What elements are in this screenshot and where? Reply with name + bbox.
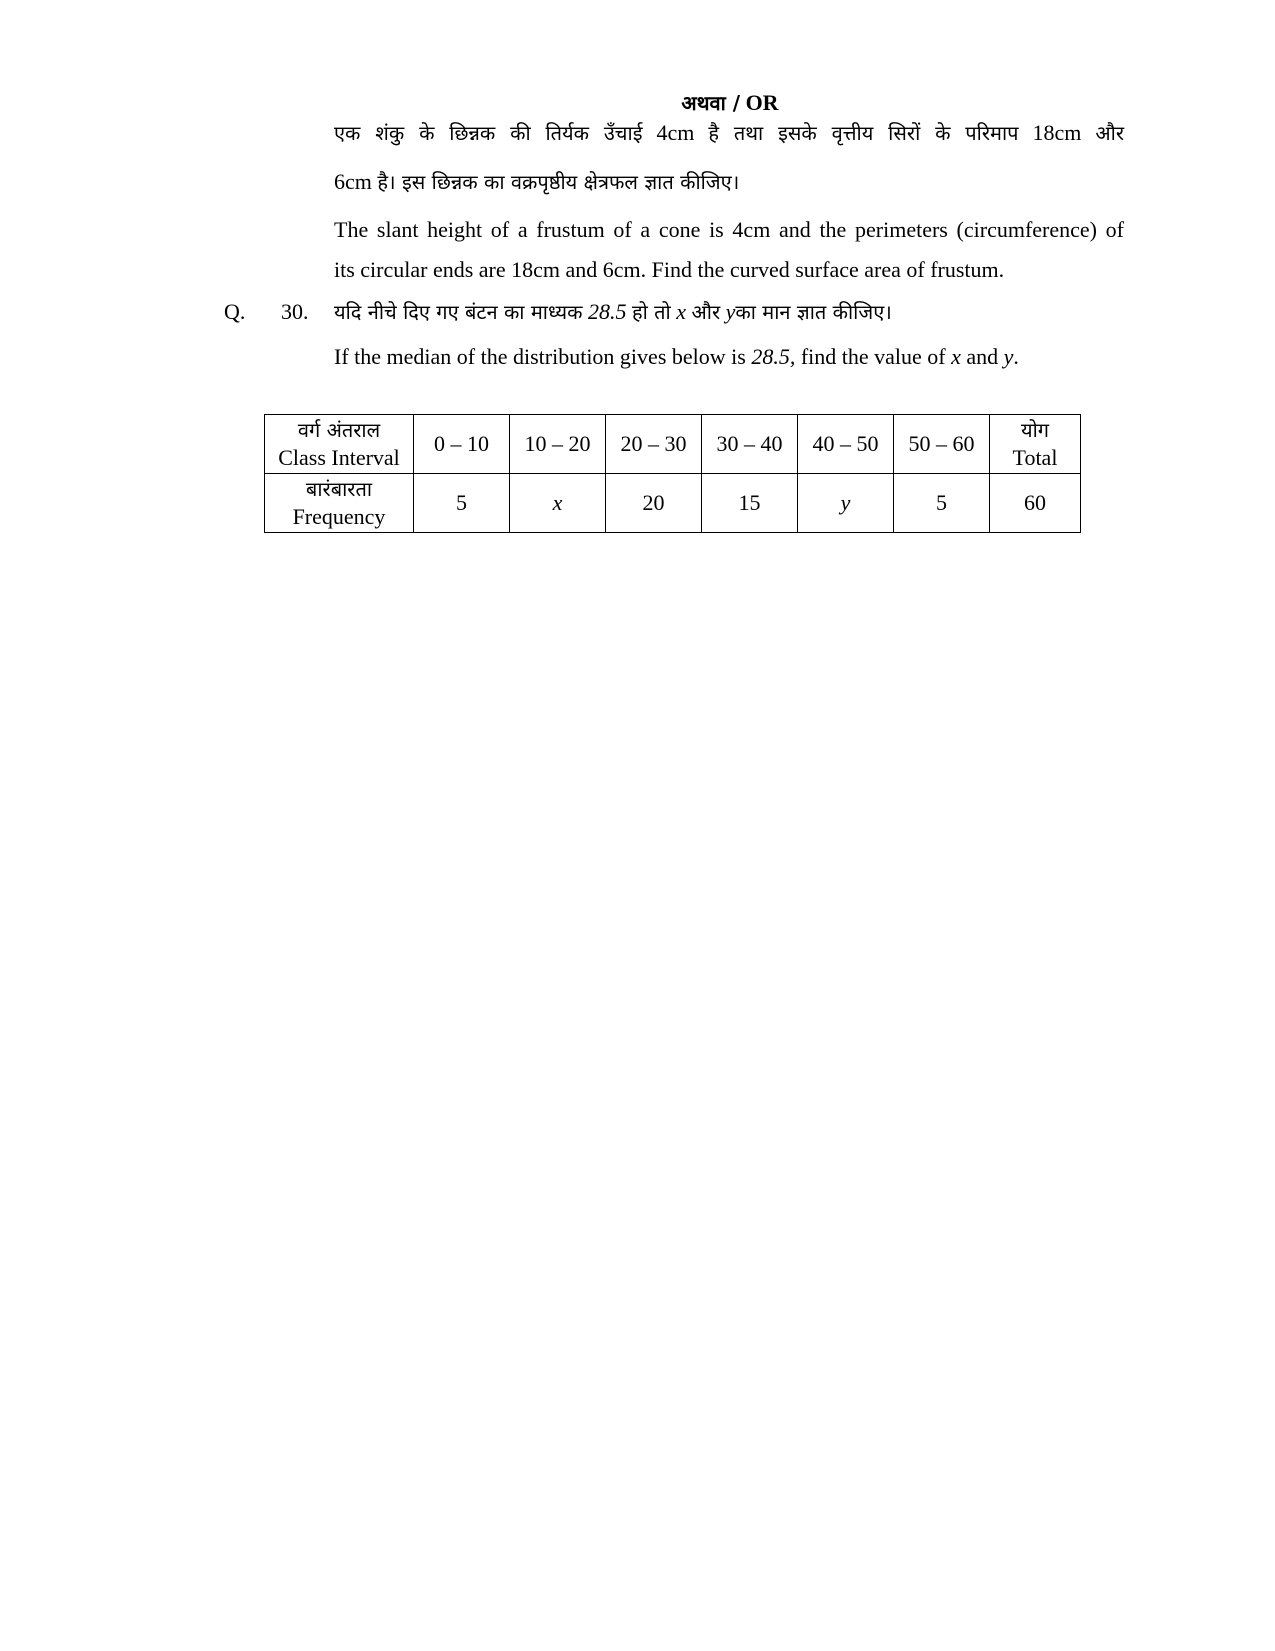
hindi-text: यदि नीचे दिए गए बंटन का माध्यक	[334, 300, 583, 324]
english-text: If the median of the distribution gives below is	[334, 344, 746, 369]
english-text: .	[1013, 344, 1019, 369]
english-text: find the value of	[800, 344, 946, 369]
or-heading-english: OR	[745, 90, 779, 115]
table-row-class-interval	[265, 415, 1081, 474]
table-cell	[510, 474, 606, 533]
table-cell: 15	[702, 474, 798, 533]
total-value-cell: 60	[990, 474, 1081, 533]
total-header-hindi: योग	[1020, 418, 1050, 442]
question-30-english	[334, 343, 1019, 371]
row-header-frequency	[265, 474, 414, 533]
table-cell: 20	[606, 474, 702, 533]
hindi-text: हो तो	[631, 300, 671, 324]
measure-text: 4cm	[656, 120, 695, 145]
variable-x: x	[552, 490, 563, 515]
table-cell: 20 – 30	[606, 415, 702, 474]
measure-text: 18cm	[1032, 120, 1082, 145]
row-header-class-interval	[265, 415, 414, 474]
frequency-distribution-table	[264, 414, 1081, 533]
variable-y: y	[1003, 344, 1014, 369]
hindi-text: का मान ज्ञात कीजिए।	[735, 300, 892, 324]
or-heading	[0, 89, 1275, 117]
row-header-hindi: वर्ग अंतराल	[297, 418, 381, 442]
variable-x: x	[951, 344, 961, 369]
alt-question-hindi-line-2	[334, 168, 739, 196]
row-header-english: Frequency	[292, 504, 386, 529]
alt-question-hindi-line-1	[334, 119, 1124, 147]
alt-question-english-line-1: The slant height of a frustum of a cone is 4cm and the perimeters (circumference) of	[334, 217, 1124, 242]
median-value: 28.5	[587, 299, 627, 324]
question-30-hindi	[334, 298, 892, 326]
table-cell: 10 – 20	[510, 415, 606, 474]
hindi-text: और	[691, 300, 721, 324]
median-value: 28.5,	[751, 344, 796, 369]
hindi-text: एक शंकु के छिन्नक की तिर्यक उँचाई	[334, 121, 643, 145]
variable-x: x	[676, 299, 686, 324]
variable-y: y	[840, 490, 851, 515]
question-label: Q.	[224, 299, 246, 324]
table-cell	[798, 474, 894, 533]
table-cell: 5	[894, 474, 990, 533]
question-number: 30.	[281, 299, 309, 324]
measure-text: 6cm	[334, 169, 372, 194]
total-header-english: Total	[1012, 445, 1058, 470]
total-header-cell	[990, 415, 1081, 474]
table-cell: 5	[414, 474, 510, 533]
alt-question-english-line-2: its circular ends are 18cm and 6cm. Find the curved surface area of frustum.	[334, 257, 1005, 282]
variable-y: y	[725, 299, 736, 324]
table-cell: 40 – 50	[798, 415, 894, 474]
hindi-text: है तथा इसके वृत्तीय सिरों के परिमाप	[708, 121, 1019, 145]
or-heading-hindi: अथवा /	[681, 91, 741, 115]
table-row-frequency	[265, 474, 1081, 533]
row-header-hindi: बारंबारता	[305, 477, 373, 501]
table-cell: 50 – 60	[894, 415, 990, 474]
hindi-text: और	[1095, 121, 1125, 145]
english-text: and	[966, 344, 999, 369]
hindi-text: है। इस छिन्नक का वक्रपृष्ठीय क्षेत्रफल ज्ञात कीजिए।	[377, 170, 740, 194]
table-cell: 0 – 10	[414, 415, 510, 474]
table-cell: 30 – 40	[702, 415, 798, 474]
row-header-english: Class Interval	[278, 445, 400, 470]
